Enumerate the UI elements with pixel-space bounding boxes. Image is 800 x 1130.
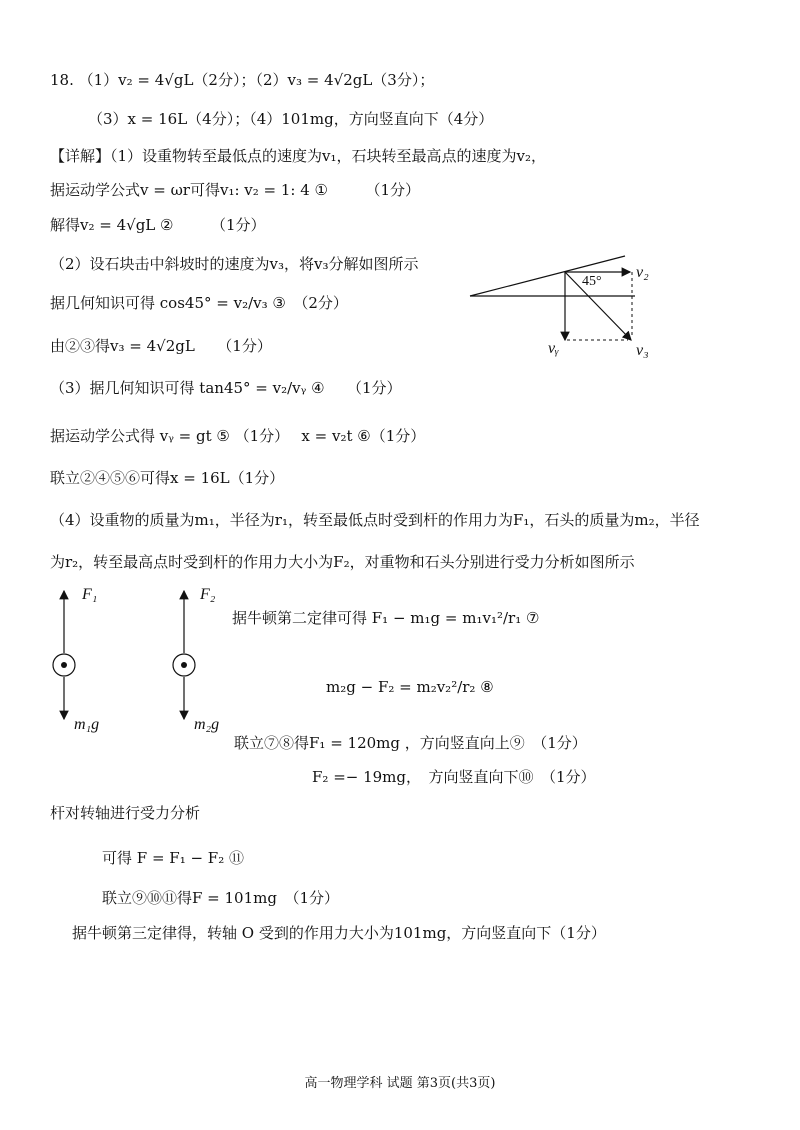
answer-line-1: 18. （1）v₂ = 4√gL（2分）；（2）v₃ = 4√2gL（3分）； [50, 71, 435, 89]
detail-line-2: 据运动学公式v = ωr可得v₁: v₂ = 1: 4 ① （1分） [50, 181, 421, 199]
detail-line-7: （3）据几何知识可得 tan45° = v₂/vᵧ ④ （1分） [50, 379, 402, 397]
result-f: 联立⑨⑩⑪得F = 101mg （1分） [102, 889, 340, 907]
detail-line-11: 为r₂，转至最高点时受到杆的作用力大小为F₂，对重物和石头分别进行受力分析如图所示 [50, 553, 635, 571]
stone-center [181, 662, 187, 668]
m1g-label: m₁g [74, 716, 100, 733]
equation-7: 据牛顿第二定律可得 F₁ − m₁g = m₁v₁²/r₁ ⑦ [232, 609, 540, 627]
page-footer: 高一物理学科 试题 第3页(共3页) [304, 1076, 496, 1091]
equation-8: m₂g − F₂ = m₂v₂²/r₂ ⑧ [326, 678, 494, 696]
f1-label: F₁ [82, 586, 98, 603]
weight-center [61, 662, 67, 668]
answer-line-2: （3）x = 16L（4分）；（4）101mg，方向竖直向下（4分） [88, 110, 494, 128]
result-f2: F₂ =− 19mg， 方向竖直向下⑩ （1分） [312, 768, 596, 786]
m2g-label: m₂g [194, 716, 220, 733]
slope-line [470, 256, 625, 296]
result-f1: 联立⑦⑧得F₁ = 120mg ，方向竖直向上⑨ （1分） [234, 734, 587, 752]
v3-label: v₃ [636, 342, 649, 359]
force-diagram-weight [40, 585, 100, 725]
f2-label: F₂ [200, 586, 216, 603]
final-conclusion: 据牛顿第三定律得，转轴 O 受到的作用力大小为101mg，方向竖直向下（1分） [72, 924, 606, 942]
force-diagram-stone [160, 585, 220, 725]
angle-label: 45° [582, 274, 602, 289]
detail-line-5: 据几何知识可得 cos45° = v₂/v₃ ③ （2分） [50, 294, 348, 312]
detail-line-3: 解得v₂ = 4√gL ② （1分） [50, 216, 266, 234]
vy-label: vᵧ [548, 340, 559, 357]
axis-analysis: 杆对转轴进行受力分析 [50, 804, 201, 822]
detail-line-1: 【详解】（1）设重物转至最低点的速度为v₁，石块转至最高点的速度为v₂， [50, 147, 547, 165]
detail-line-6: 由②③得v₃ = 4√2gL （1分） [50, 337, 272, 355]
detail-line-10: （4）设重物的质量为m₁，半径为r₁，转至最低点时受到杆的作用力为F₁，石头的质量为m₂，半径 [50, 511, 700, 529]
velocity-decomposition-diagram [460, 250, 660, 365]
detail-line-9: 联立②④⑤⑥可得x = 16L（1分） [50, 469, 285, 487]
equation-11: 可得 F = F₁ − F₂ ⑪ [102, 849, 244, 867]
detail-line-8: 据运动学公式得 vᵧ = gt ⑤ （1分） x = v₂t ⑥（1分） [50, 427, 426, 445]
detail-line-4: （2）设石块击中斜坡时的速度为v₃，将v₃分解如图所示 [50, 255, 419, 273]
v2-label: v₂ [636, 264, 649, 281]
